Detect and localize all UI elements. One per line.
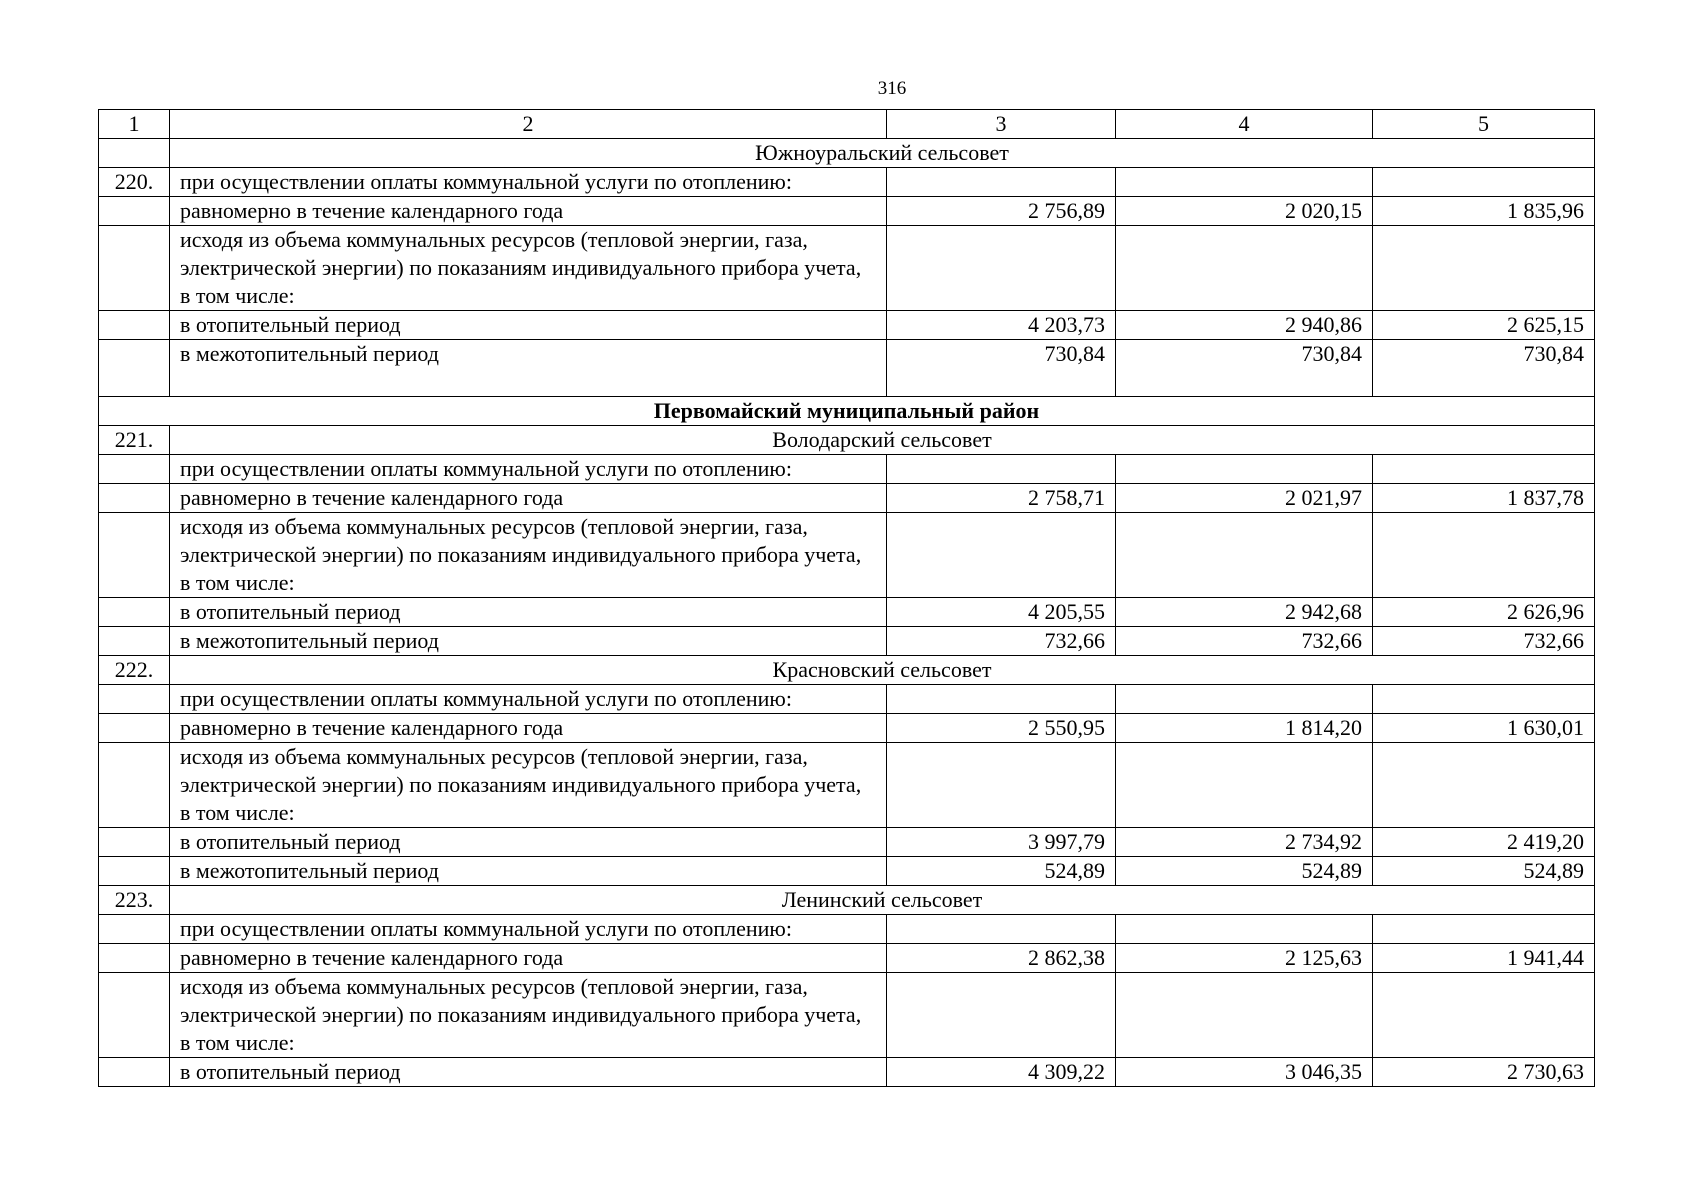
value-col-5: 1 837,78 — [1373, 484, 1595, 513]
value-col-3: 524,89 — [887, 857, 1116, 886]
value-col-3: 2 758,71 — [887, 484, 1116, 513]
row-label: исходя из объема коммунальных ресурсов (тепловой энергии, газа, электрической энергии) по показаниям индивидуального прибора учета, в том числе: — [170, 513, 887, 598]
table-row — [99, 226, 1595, 311]
value-col-4 — [1116, 513, 1373, 598]
row-number — [99, 513, 170, 598]
tariff-table — [98, 109, 1595, 1087]
row-number — [99, 915, 170, 944]
row-number — [99, 311, 170, 340]
table-row — [99, 857, 1595, 886]
row-number — [99, 598, 170, 627]
header-cell-1: 1 — [99, 110, 170, 139]
table-row — [99, 944, 1595, 973]
value-col-3: 2 862,38 — [887, 944, 1116, 973]
value-col-5 — [1373, 743, 1595, 828]
page-number: 316 — [877, 78, 907, 99]
row-label: в отопительный период — [170, 828, 887, 857]
row-number — [99, 455, 170, 484]
row-number — [99, 340, 170, 397]
section-title: Ленинский сельсовет — [170, 886, 1595, 915]
value-col-5: 1 835,96 — [1373, 197, 1595, 226]
row-number — [99, 627, 170, 656]
row-number — [99, 685, 170, 714]
row-number: 220. — [99, 168, 170, 197]
value-col-5: 730,84 — [1373, 340, 1595, 397]
row-number — [99, 226, 170, 311]
value-col-4: 2 125,63 — [1116, 944, 1373, 973]
section-title: Южноуральский сельсовет — [170, 139, 1595, 168]
row-label: при осуществлении оплаты коммунальной услуги по отоплению: — [170, 455, 887, 484]
district-title: Первомайский муниципальный район — [99, 397, 1595, 426]
value-col-5 — [1373, 168, 1595, 197]
table-row — [99, 340, 1595, 397]
row-label: равномерно в течение календарного года — [170, 197, 887, 226]
value-col-5 — [1373, 455, 1595, 484]
table-row — [99, 598, 1595, 627]
value-col-4 — [1116, 743, 1373, 828]
table-row — [99, 484, 1595, 513]
row-label: равномерно в течение календарного года — [170, 714, 887, 743]
row-label: исходя из объема коммунальных ресурсов (тепловой энергии, газа, электрической энергии) по показаниям индивидуального прибора учета, в том числе: — [170, 226, 887, 311]
value-col-4 — [1116, 226, 1373, 311]
row-number — [99, 743, 170, 828]
value-col-5: 2 626,96 — [1373, 598, 1595, 627]
row-label: в отопительный период — [170, 598, 887, 627]
value-col-3: 4 205,55 — [887, 598, 1116, 627]
header-cell-5: 5 — [1373, 110, 1595, 139]
table-row — [99, 1058, 1595, 1087]
table-row — [99, 828, 1595, 857]
row-number — [99, 973, 170, 1058]
header-row — [99, 110, 1595, 139]
row-number: 222. — [99, 656, 170, 685]
value-col-4 — [1116, 685, 1373, 714]
value-col-4: 730,84 — [1116, 340, 1373, 397]
value-col-5 — [1373, 513, 1595, 598]
table-row — [99, 627, 1595, 656]
value-col-4: 2 734,92 — [1116, 828, 1373, 857]
value-col-4 — [1116, 915, 1373, 944]
value-col-5: 524,89 — [1373, 857, 1595, 886]
section-row — [99, 139, 1595, 168]
section-title: Володарский сельсовет — [170, 426, 1595, 455]
row-number — [99, 828, 170, 857]
row-label: при осуществлении оплаты коммунальной услуги по отоплению: — [170, 168, 887, 197]
row-label: равномерно в течение календарного года — [170, 484, 887, 513]
value-col-3 — [887, 455, 1116, 484]
value-col-5: 1 941,44 — [1373, 944, 1595, 973]
table-body — [99, 110, 1595, 1087]
row-number: 221. — [99, 426, 170, 455]
row-label: равномерно в течение календарного года — [170, 944, 887, 973]
value-col-4 — [1116, 455, 1373, 484]
value-col-3: 2 756,89 — [887, 197, 1116, 226]
row-number — [99, 197, 170, 226]
section-title: Красновский сельсовет — [170, 656, 1595, 685]
value-col-3 — [887, 973, 1116, 1058]
table-row — [99, 973, 1595, 1058]
row-label: исходя из объема коммунальных ресурсов (тепловой энергии, газа, электрической энергии) по показаниям индивидуального прибора учета, в том числе: — [170, 973, 887, 1058]
value-col-5 — [1373, 226, 1595, 311]
table-row — [99, 915, 1595, 944]
value-col-5 — [1373, 685, 1595, 714]
table-row — [99, 168, 1595, 197]
section-row — [99, 656, 1595, 685]
section-row — [99, 397, 1595, 426]
row-number: 223. — [99, 886, 170, 915]
table-row — [99, 743, 1595, 828]
value-col-4 — [1116, 973, 1373, 1058]
row-label: при осуществлении оплаты коммунальной услуги по отоплению: — [170, 915, 887, 944]
section-row — [99, 886, 1595, 915]
row-number — [99, 714, 170, 743]
value-col-4: 2 020,15 — [1116, 197, 1373, 226]
value-col-3: 4 203,73 — [887, 311, 1116, 340]
table-row — [99, 197, 1595, 226]
value-col-3: 732,66 — [887, 627, 1116, 656]
table-row — [99, 685, 1595, 714]
header-cell-3: 3 — [887, 110, 1116, 139]
table-row — [99, 513, 1595, 598]
row-number — [99, 857, 170, 886]
value-col-3 — [887, 915, 1116, 944]
row-label: в межотопительный период — [170, 340, 887, 397]
value-col-4: 2 942,68 — [1116, 598, 1373, 627]
value-col-5: 732,66 — [1373, 627, 1595, 656]
value-col-3: 4 309,22 — [887, 1058, 1116, 1087]
value-col-3: 730,84 — [887, 340, 1116, 397]
value-col-4: 2 021,97 — [1116, 484, 1373, 513]
value-col-3 — [887, 226, 1116, 311]
row-label: при осуществлении оплаты коммунальной услуги по отоплению: — [170, 685, 887, 714]
value-col-4 — [1116, 168, 1373, 197]
value-col-4: 732,66 — [1116, 627, 1373, 656]
value-col-4: 2 940,86 — [1116, 311, 1373, 340]
table-row — [99, 714, 1595, 743]
row-label: в межотопительный период — [170, 857, 887, 886]
value-col-3 — [887, 168, 1116, 197]
value-col-3 — [887, 743, 1116, 828]
row-label: в отопительный период — [170, 1058, 887, 1087]
value-col-5: 2 419,20 — [1373, 828, 1595, 857]
header-cell-2: 2 — [170, 110, 887, 139]
value-col-4: 1 814,20 — [1116, 714, 1373, 743]
value-col-3 — [887, 685, 1116, 714]
row-number — [99, 139, 170, 168]
row-number — [99, 1058, 170, 1087]
row-label: исходя из объема коммунальных ресурсов (тепловой энергии, газа, электрической энергии) по показаниям индивидуального прибора учета, в том числе: — [170, 743, 887, 828]
value-col-4: 524,89 — [1116, 857, 1373, 886]
value-col-5: 1 630,01 — [1373, 714, 1595, 743]
value-col-3: 2 550,95 — [887, 714, 1116, 743]
value-col-4: 3 046,35 — [1116, 1058, 1373, 1087]
value-col-3 — [887, 513, 1116, 598]
header-cell-4: 4 — [1116, 110, 1373, 139]
value-col-3: 3 997,79 — [887, 828, 1116, 857]
value-col-5: 2 625,15 — [1373, 311, 1595, 340]
value-col-5: 2 730,63 — [1373, 1058, 1595, 1087]
table-row — [99, 455, 1595, 484]
section-row — [99, 426, 1595, 455]
value-col-5 — [1373, 973, 1595, 1058]
row-label: в отопительный период — [170, 311, 887, 340]
row-number — [99, 944, 170, 973]
table-row — [99, 311, 1595, 340]
row-number — [99, 484, 170, 513]
value-col-5 — [1373, 915, 1595, 944]
row-label: в межотопительный период — [170, 627, 887, 656]
